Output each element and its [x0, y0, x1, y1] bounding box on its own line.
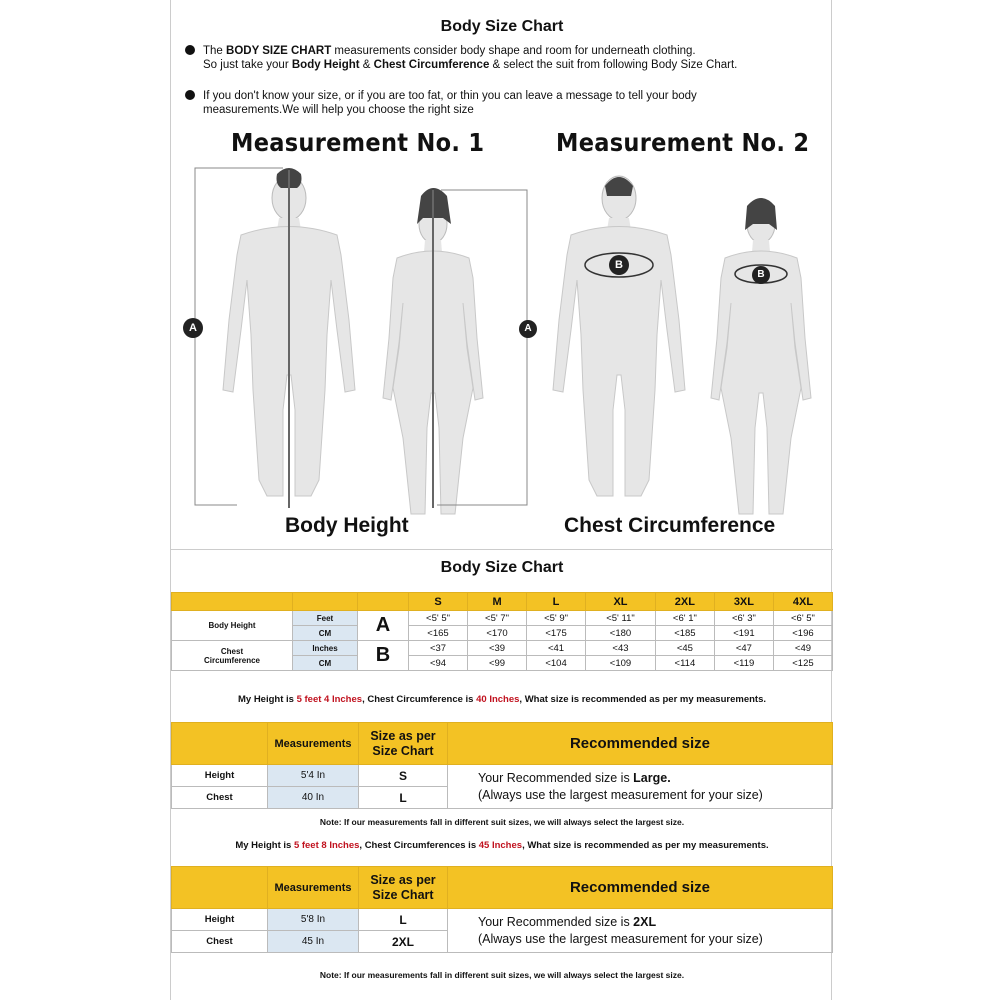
- table-row: Chest 45 In 2XL: [172, 931, 833, 953]
- table-row: Height 5'4 In S Your Recommended size is Large. (Always use the largest measurement for your size): [172, 765, 833, 787]
- divider: [171, 549, 833, 550]
- example-1-note: Note: If our measurements fall in different suit sizes, we will always select the largest size.: [319, 817, 685, 827]
- table-row: Body Height Feet A <5' 5" <5' 7" <5' 9" <5' 11" <6' 1" <6' 3" <6' 5": [172, 611, 833, 626]
- bullet-icon: [185, 45, 195, 55]
- size-col: 3XL: [714, 593, 773, 611]
- size-col: L: [527, 593, 586, 611]
- example-2-note: Note: If our measurements fall in different suit sizes, we will always select the largest size.: [319, 970, 685, 980]
- chest-circumference-caption: Chest Circumference: [564, 514, 776, 537]
- size-header-row: [172, 593, 833, 611]
- example-2-question: My Height is 5 feet 8 Inches, Chest Circumferences is 45 Inches, What size is recommended as per my measurements.: [235, 840, 769, 851]
- table-row: Chest 40 In L: [172, 787, 833, 809]
- intro-bullet-1: The BODY SIZE CHART measurements consider body shape and room for underneath clothing. So just take your Body Height & Chest Circumference & select the suit from following Body Size Chart.: [185, 44, 825, 72]
- measurement-2-title: Measurement No. 2: [556, 128, 810, 157]
- example-1-recommendation: Your Recommended size is Large. (Always use the largest measurement for your size): [448, 765, 833, 809]
- example-2-table: Measurements Size as per Size Chart Recommended size Height 5'8 In L Your Recommended size is 2XL (Always use the largest measurement for your size) Chest 45 In 2XL: [171, 866, 833, 953]
- size-col: M: [468, 593, 527, 611]
- body-height-caption: Body Height: [285, 514, 409, 537]
- example-1-question: My Height is 5 feet 4 Inches, Chest Circumference is 40 Inches, What size is recommended as per my measurements.: [237, 694, 766, 705]
- marker-b-female: B: [752, 266, 770, 284]
- marker-a: A: [358, 611, 409, 641]
- chest-circumference-label: Chest Circumference: [172, 641, 293, 671]
- marker-a-right: A: [519, 320, 537, 338]
- table-row: CM <94 <99 <104 <109 <114 <119 <125: [172, 656, 833, 671]
- intro-bullet-2: If you don't know your size, or if you are too fat, or thin you can leave a message to tell your body measurements.We will help you choose the right size: [185, 89, 825, 117]
- bullet-icon: [185, 90, 195, 100]
- size-col: 2XL: [655, 593, 714, 611]
- table-row: CM <165 <170 <175 <180 <185 <191 <196: [172, 626, 833, 641]
- example-2-recommendation: Your Recommended size is 2XL (Always use the largest measurement for your size): [448, 909, 833, 953]
- marker-b: B: [358, 641, 409, 671]
- marker-b-male: B: [609, 255, 629, 275]
- page-title: Body Size Chart: [440, 18, 564, 35]
- measurement-1-title: Measurement No. 1: [231, 128, 485, 157]
- body-figures-illustration: [171, 160, 833, 515]
- size-col: 4XL: [773, 593, 832, 611]
- size-col: S: [409, 593, 468, 611]
- table-row: Height 5'8 In L Your Recommended size is 2XL (Always use the largest measurement for your size): [172, 909, 833, 931]
- table-row: Chest Circumference Inches B <37 <39 <41 <43 <45 <47 <49: [172, 641, 833, 656]
- size-chart-sheet: [170, 0, 832, 1000]
- female-figure-chest: [711, 205, 811, 514]
- body-height-label: Body Height: [172, 611, 293, 641]
- size-col: XL: [586, 593, 656, 611]
- marker-a-left: A: [183, 318, 203, 338]
- size-chart-title: Body Size Chart: [440, 559, 564, 576]
- male-figure-chest: [553, 176, 685, 496]
- example-1-table: Measurements Size as per Size Chart Recommended size Height 5'4 In S Your Recommended size is Large. (Always use the largest measurement for your size) Chest 40 In L: [171, 722, 833, 809]
- size-chart-table: [171, 592, 833, 671]
